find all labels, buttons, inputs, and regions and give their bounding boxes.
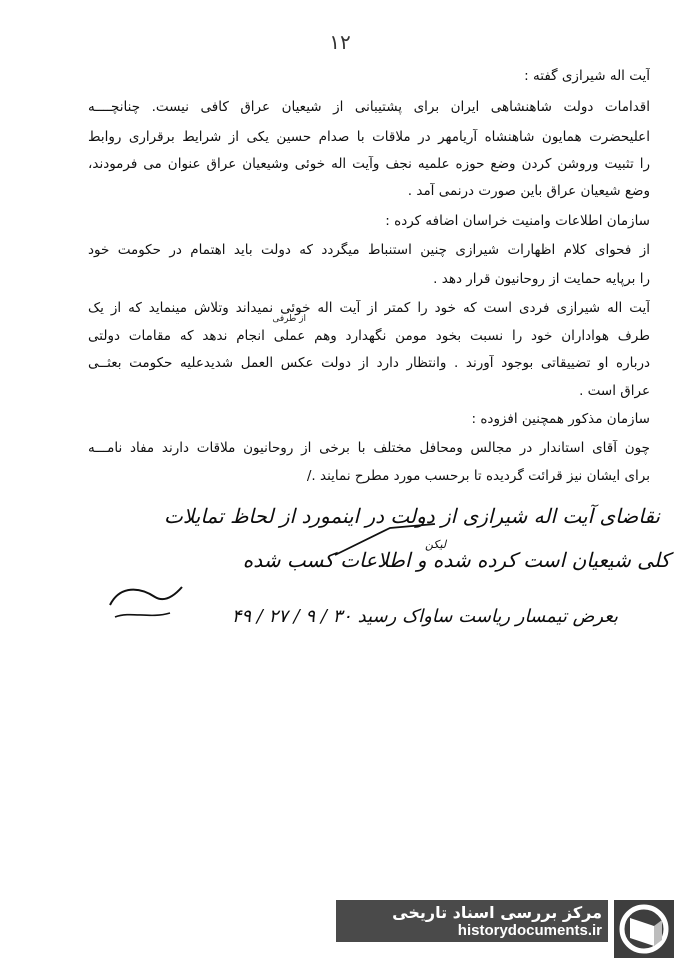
handwritten-line: کلی شیعیان است کرده شده و اطلاعات کسب شده [242,548,670,572]
page-number: ۱۲ [329,30,351,54]
typed-line: برای ایشان نیز قرائت گردیده تا برحسب مورد مطرح نمایند ./ [306,468,650,484]
typed-line: وضع شیعیان عراق باین صورت درنمی آمد . [407,183,650,199]
handwritten-line: بعرض تیمسار ریاست ساواک رسید ۳۰ / ۹ / ۲۷ / ۴۹ [231,606,618,627]
typed-line: سازمان اطلاعات وامنیت خراسان اضافه کرده : [385,213,650,229]
handwritten-signature [100,575,190,625]
typed-line: آیت اله شیرازی فردی است که خود را کمتر از آیت اله خوئی نمیداند وتلاش مینماید که از یک [88,300,650,316]
typed-line: عراق است . [579,383,650,399]
watermark-url: historydocuments.ir [457,922,602,939]
typed-line: چون آقای استاندار در مجالس ومحافل مختلف با برخی از روحانیون ملاقات دارند مفاد نامـــه [88,440,650,456]
archive-watermark [336,900,608,942]
handwritten-inter: لیکن [425,538,447,551]
typed-line: سازمان مذکور همچنین افزوده : [471,411,650,427]
handwritten-line: نقاضای آیت اله شیرازی از دولت در اینمورد از لحاظ تمایلات [164,504,660,528]
typed-line: طرف هواداران خود را نسبت بخود مومن نگهدارد وهم عملی انجام ندهد که مقامات دولتی [88,328,650,344]
handwritten-mark [330,520,440,560]
typed-line: را تثبیت وروشن کردن وضع حوزه علمیه نجف وآیت اله خوئی وشیعیان عراق عنوان می فرمودند، [88,156,650,172]
typed-line: اعلیحضرت همایون شاهنشاه آریامهر در ملاقات با صدام حسین یکی از شرایط برقراری روابط [88,129,650,145]
archive-logo-icon [614,900,674,958]
typed-line: درباره او تضییقاتی بوجود آورند . وانتظار دارد از دولت عکس العمل شدیدعلیه حکومت بعثــی [88,355,650,371]
interlinear-note: از طرفی [272,314,306,324]
typed-line: از فحوای کلام اظهارات شیرازی چنین استنباط میگردد که دولت باید اهتمام در حکومت خود [88,242,650,258]
watermark-title: مرکز بررسی اسناد تاریخی [392,903,602,922]
typed-line: آیت اله شیرازی گفته : [524,68,650,84]
typed-line: اقدامات دولت شاهنشاهی ایران برای پشتیبانی از شیعیان عراق کافی نیست. چنانچــــه [88,99,650,115]
typed-line: را برپایه حمایت از روحانیون قرار دهد . [433,271,650,287]
